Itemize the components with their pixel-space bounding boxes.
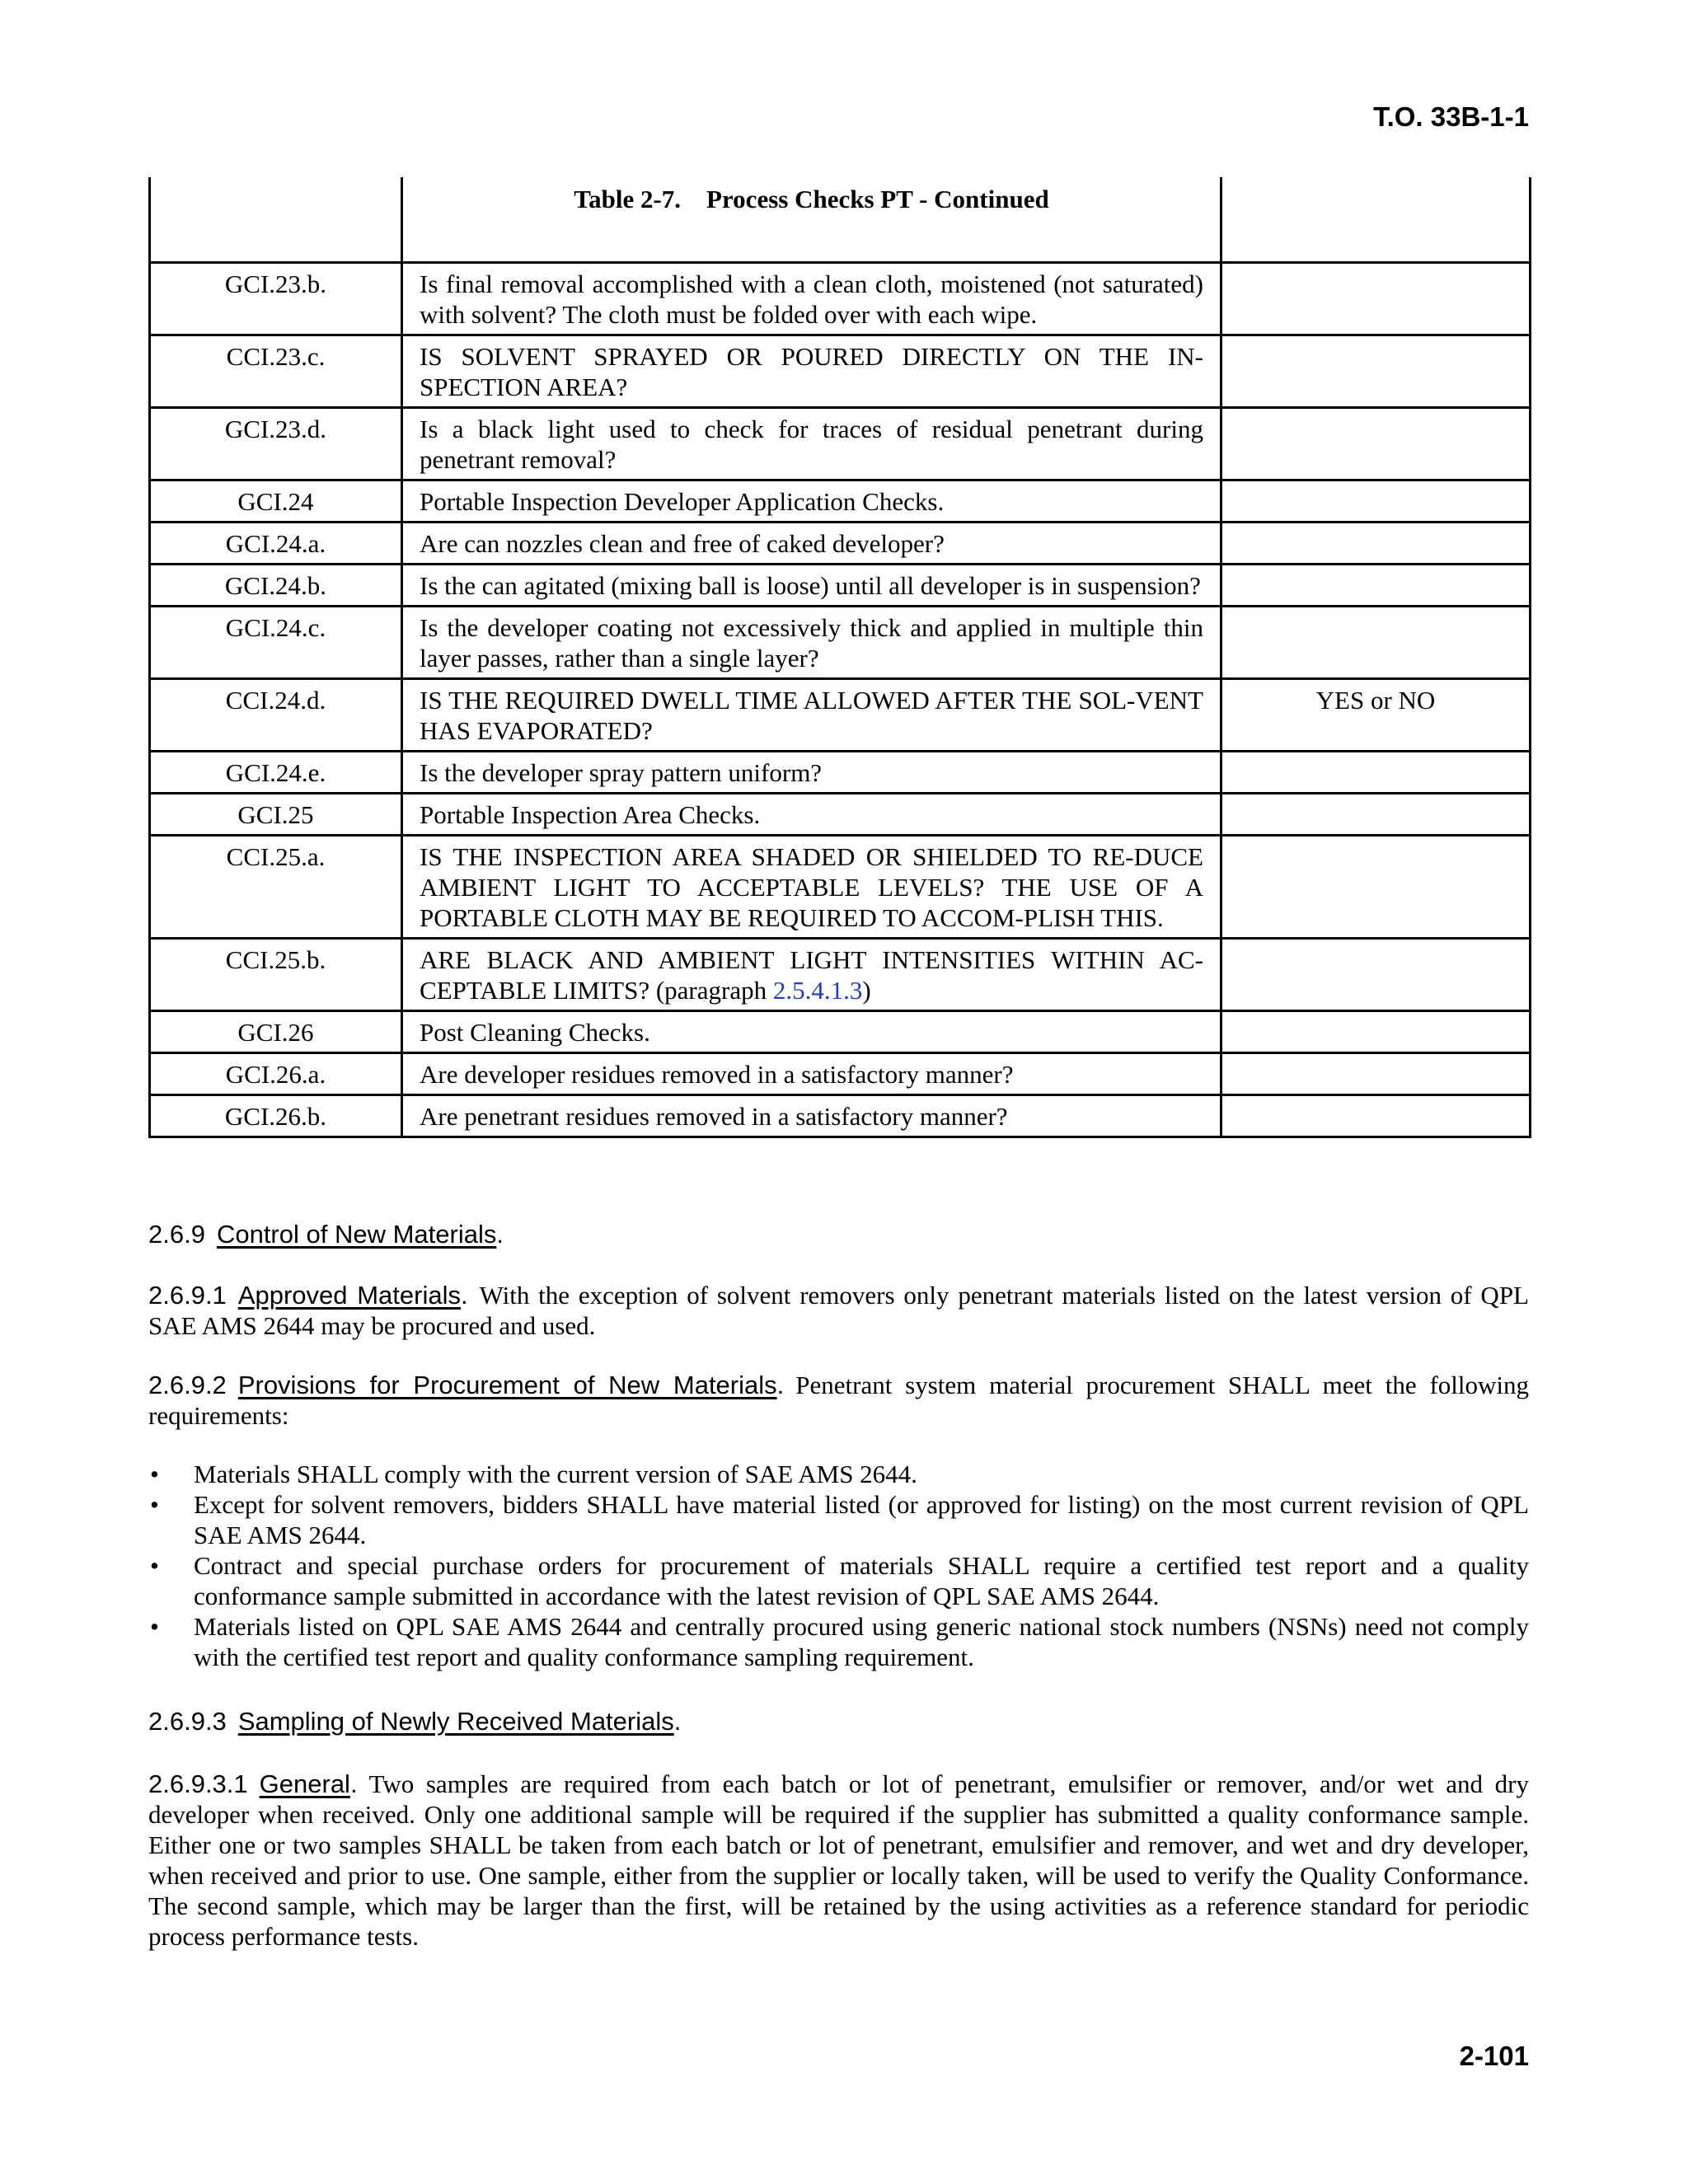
section-body: With the exception of solvent removers only penetrant materials listed on the latest version of QPL SAE AMS 2644 may be procured and used. bbox=[148, 1281, 1529, 1340]
section-2-6-9-3 bbox=[148, 1706, 1529, 1736]
check-description-cell: Are can nozzles clean and free of caked developer? bbox=[402, 523, 1221, 565]
check-description-cell bbox=[402, 939, 1221, 1011]
table-title-right-cell bbox=[1221, 177, 1531, 263]
check-id-cell: GCI.25 bbox=[150, 794, 402, 836]
section-punct: . bbox=[460, 1281, 468, 1310]
answer-cell bbox=[1221, 1053, 1531, 1095]
answer-cell bbox=[1221, 1011, 1531, 1053]
section-number: 2.6.9.1 bbox=[148, 1281, 227, 1310]
table-row bbox=[150, 679, 1531, 752]
check-description-cell: Is a black light used to check for traces of residual penetrant during penetrant removal? bbox=[402, 408, 1221, 480]
check-id-cell: GCI.24.b. bbox=[150, 565, 402, 607]
answer-cell bbox=[1221, 794, 1531, 836]
answer-cell bbox=[1221, 607, 1531, 679]
bullet-icon: • bbox=[150, 1612, 159, 1641]
page-number: 2-101 bbox=[1459, 2041, 1529, 2071]
check-description-cell: Are developer residues removed in a satisfactory manner? bbox=[402, 1053, 1221, 1095]
answer-cell bbox=[1221, 752, 1531, 794]
list-item bbox=[148, 1489, 1529, 1550]
answer-cell bbox=[1221, 408, 1531, 480]
check-description-cell: IS THE REQUIRED DWELL TIME ALLOWED AFTER THE SOL-VENT HAS EVAPORATED? bbox=[402, 679, 1221, 752]
section-title: General bbox=[259, 1769, 350, 1798]
table-row bbox=[150, 752, 1531, 794]
check-id-cell: GCI.26 bbox=[150, 1011, 402, 1053]
section-title: Control of New Materials bbox=[216, 1220, 497, 1249]
section-2-6-9-2 bbox=[148, 1370, 1529, 1431]
table-title-row bbox=[150, 177, 1531, 263]
check-id-cell: GCI.24.a. bbox=[150, 523, 402, 565]
section-number: 2.6.9.3 bbox=[148, 1707, 227, 1736]
check-description-cell: IS SOLVENT SPRAYED OR POURED DIRECTLY ON THE IN-SPECTION AREA? bbox=[402, 335, 1221, 408]
table-row bbox=[150, 480, 1531, 523]
table-row bbox=[150, 1011, 1531, 1053]
table-row bbox=[150, 523, 1531, 565]
check-description-cell: Is final removal accomplished with a clean cloth, moistened (not saturated) with solvent? The cloth must be folded over with each wipe. bbox=[402, 263, 1221, 335]
answer-cell bbox=[1221, 523, 1531, 565]
table-row bbox=[150, 263, 1531, 335]
answer-cell bbox=[1221, 836, 1531, 939]
check-id-cell: GCI.23.d. bbox=[150, 408, 402, 480]
document-id: T.O. 33B-1-1 bbox=[1373, 101, 1529, 132]
list-item-text: Materials listed on QPL SAE AMS 2644 and centrally procured using generic national stock numbers (NSNs) need not comply with the certified test report and quality conformance sampling requirement. bbox=[194, 1612, 1529, 1671]
table-row bbox=[150, 408, 1531, 480]
table-title-left-cell bbox=[150, 177, 402, 263]
check-id-cell: GCI.26.a. bbox=[150, 1053, 402, 1095]
bullet-icon: • bbox=[150, 1490, 159, 1519]
section-2-6-9-1 bbox=[148, 1280, 1529, 1341]
section-body: Two samples are required from each batch or lot of penetrant, emulsifier or remover, and/or wet and dry developer when received. Only one additional sample will be required if the supplier has submitted a quality conformance sample. Either one or two samples SHALL be taken from each batch or lot of penetrant, emulsifier and remover, and wet and dry developer, when received and prior to use. One sample, either from the supplier or locally taken, will be used to verify the Quality Conformance. The second sample, which may be larger than the first, will be retained by the using activities as a reference standard for periodic process performance tests. bbox=[148, 1769, 1529, 1951]
table-row bbox=[150, 939, 1531, 1011]
table-row bbox=[150, 1053, 1531, 1095]
table-row bbox=[150, 836, 1531, 939]
section-title: Approved Materials bbox=[237, 1281, 461, 1310]
list-item-text: Except for solvent removers, bidders SHALL have material listed (or approved for listing) on the most current revision of QPL SAE AMS 2644. bbox=[194, 1490, 1529, 1549]
answer-cell bbox=[1221, 335, 1531, 408]
list-item bbox=[148, 1550, 1529, 1611]
section-number: 2.6.9 bbox=[148, 1220, 205, 1249]
table-title: Table 2-7. Process Checks PT - Continued bbox=[402, 177, 1221, 263]
answer-cell bbox=[1221, 263, 1531, 335]
list-item bbox=[148, 1611, 1529, 1672]
check-id-cell: CCI.23.c. bbox=[150, 335, 402, 408]
check-description-text-end: ) bbox=[862, 976, 871, 1005]
check-description-cell: Is the developer coating not excessively thick and applied in multiple thin layer passes, rather than a single layer? bbox=[402, 607, 1221, 679]
section-title: Sampling of Newly Received Materials bbox=[237, 1707, 674, 1736]
check-description-cell: Post Cleaning Checks. bbox=[402, 1011, 1221, 1053]
check-description-cell: Is the developer spray pattern uniform? bbox=[402, 752, 1221, 794]
check-description-cell: Is the can agitated (mixing ball is loose) until all developer is in suspension? bbox=[402, 565, 1221, 607]
check-id-cell: GCI.24 bbox=[150, 480, 402, 523]
section-punct: . bbox=[673, 1707, 682, 1736]
list-item bbox=[148, 1459, 1529, 1489]
table-row bbox=[150, 794, 1531, 836]
table-row bbox=[150, 607, 1531, 679]
section-2-6-9-3-1 bbox=[148, 1769, 1529, 1952]
table-row bbox=[150, 1095, 1531, 1137]
check-description-text: ARE BLACK AND AMBIENT LIGHT INTENSITIES WITHIN AC-CEPTABLE LIMITS? (paragraph bbox=[420, 945, 1203, 1005]
list-item-text: Materials SHALL comply with the current version of SAE AMS 2644. bbox=[194, 1460, 917, 1488]
section-title: Provisions for Procurement of New Materials bbox=[237, 1371, 777, 1399]
answer-cell bbox=[1221, 480, 1531, 523]
table-row bbox=[150, 565, 1531, 607]
table-row bbox=[150, 335, 1531, 408]
list-item-text: Contract and special purchase orders for procurement of materials SHALL require a certified test report and a quality conformance sample submitted in accordance with the latest revision of QPL SAE AMS 2644. bbox=[194, 1551, 1529, 1610]
answer-cell: YES or NO bbox=[1221, 679, 1531, 752]
check-id-cell: GCI.26.b. bbox=[150, 1095, 402, 1137]
process-checks-table bbox=[148, 177, 1531, 1138]
answer-cell bbox=[1221, 939, 1531, 1011]
section-punct: . bbox=[776, 1371, 785, 1399]
section-body: Penetrant system material procurement SHALL meet the following requirements: bbox=[148, 1371, 1529, 1430]
bullet-icon: • bbox=[150, 1551, 159, 1580]
paragraph-link[interactable]: 2.5.4.1.3 bbox=[772, 976, 863, 1005]
check-id-cell: GCI.24.c. bbox=[150, 607, 402, 679]
section-punct: . bbox=[349, 1769, 358, 1798]
answer-cell bbox=[1221, 565, 1531, 607]
check-id-cell: CCI.25.a. bbox=[150, 836, 402, 939]
section-number: 2.6.9.2 bbox=[148, 1371, 227, 1399]
check-id-cell: CCI.25.b. bbox=[150, 939, 402, 1011]
bullet-icon: • bbox=[150, 1460, 159, 1488]
check-id-cell: GCI.24.e. bbox=[150, 752, 402, 794]
answer-cell bbox=[1221, 1095, 1531, 1137]
requirements-list bbox=[148, 1459, 1529, 1672]
check-id-cell: GCI.23.b. bbox=[150, 263, 402, 335]
check-description-cell: Portable Inspection Developer Application Checks. bbox=[402, 480, 1221, 523]
check-id-cell: CCI.24.d. bbox=[150, 679, 402, 752]
section-punct: . bbox=[496, 1220, 504, 1249]
check-description-cell: Portable Inspection Area Checks. bbox=[402, 794, 1221, 836]
check-description-cell: Are penetrant residues removed in a satisfactory manner? bbox=[402, 1095, 1221, 1137]
check-description-cell: IS THE INSPECTION AREA SHADED OR SHIELDED TO RE-DUCE AMBIENT LIGHT TO ACCEPTABLE LEVELS? THE USE OF A PORTABLE CLOTH MAY BE REQUIRED TO ACCOM-PLISH THIS. bbox=[402, 836, 1221, 939]
section-2-6-9 bbox=[148, 1219, 1529, 1249]
section-number: 2.6.9.3.1 bbox=[148, 1769, 248, 1798]
